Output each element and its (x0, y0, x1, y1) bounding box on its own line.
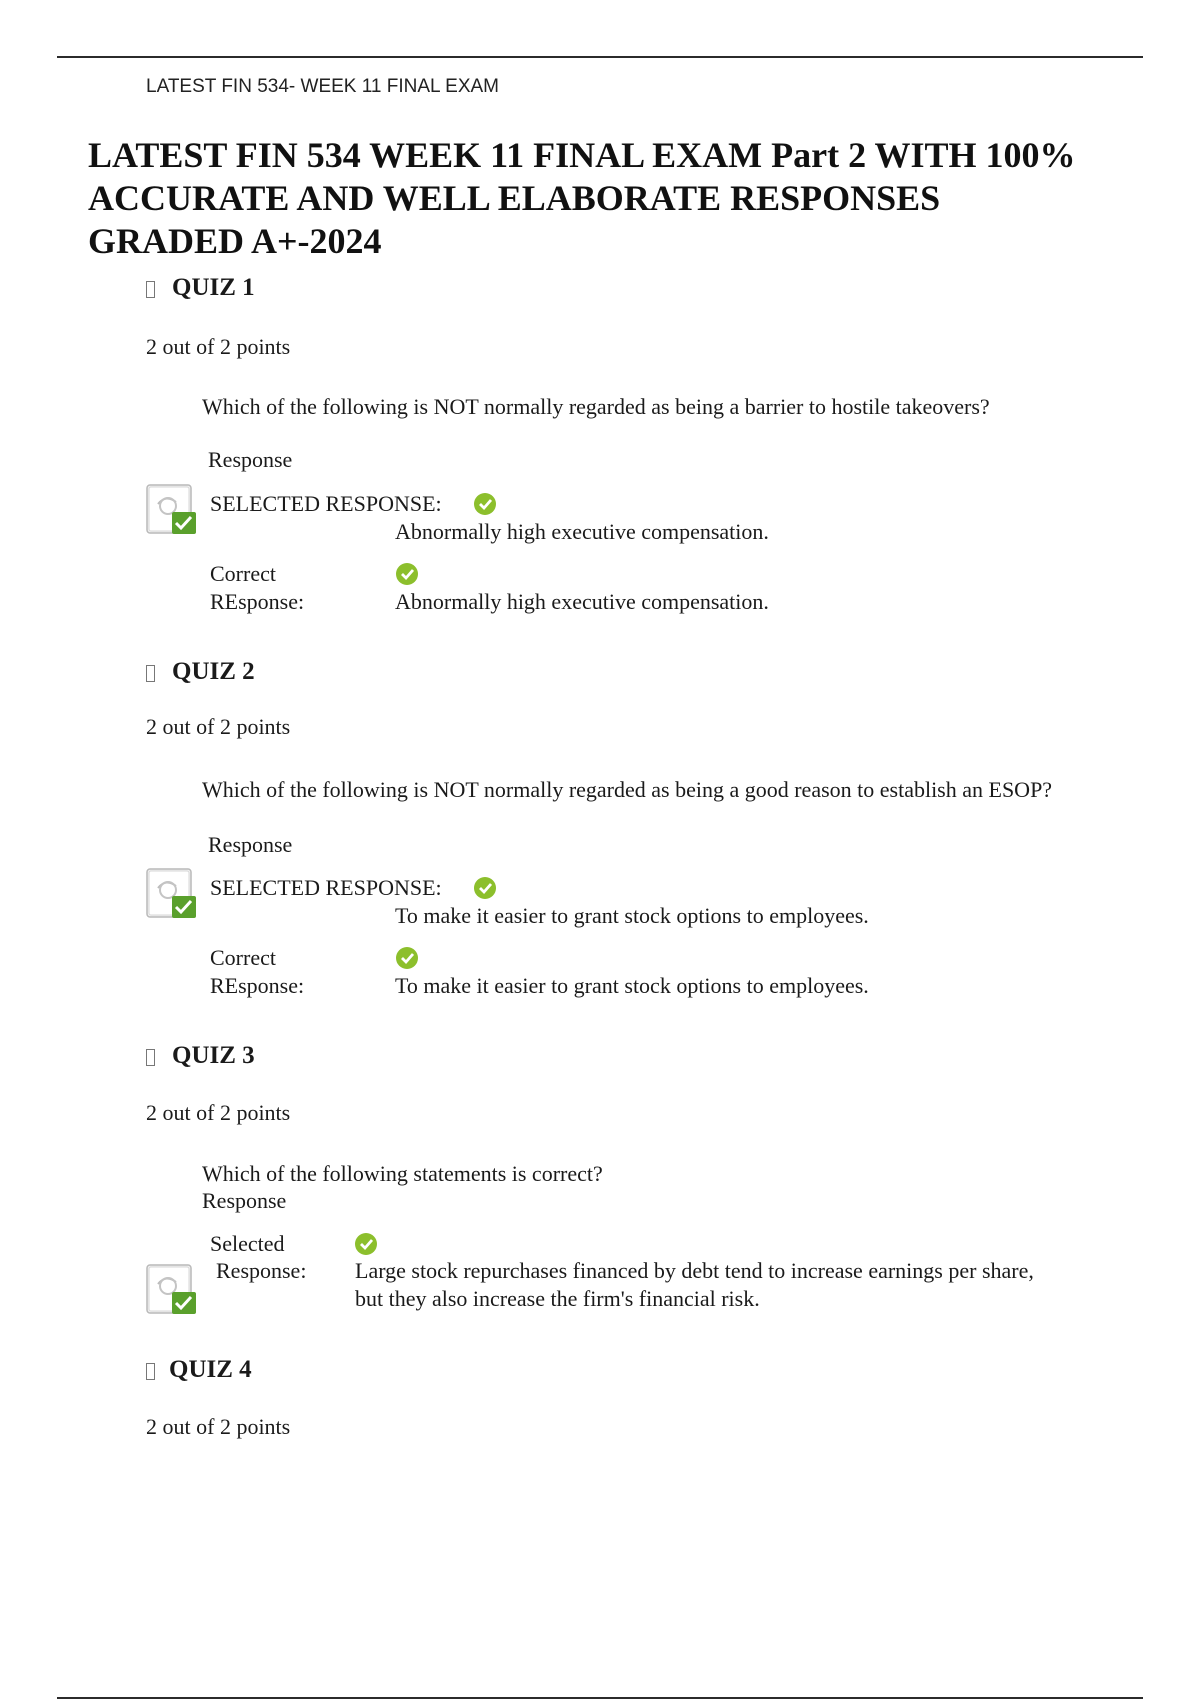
title-line-2: ACCURATE AND WELL ELABORATE RESPONSES (88, 178, 941, 218)
top-rule (57, 56, 1143, 58)
title-line-1: LATEST FIN 534 WEEK 11 FINAL EXAM Part 2 WITH 100% (88, 135, 1076, 175)
graded-document-icon (146, 484, 198, 536)
selected-answer: To make it easier to grant stock options to employees. (395, 903, 869, 928)
quiz-heading-label: QUIZ 1 (172, 274, 255, 301)
check-circle-icon (396, 947, 418, 969)
question-text: Which of the following is NOT normally regarded as being a good reason to establish an ESOP? (202, 777, 1053, 802)
correct-answer: Abnormally high executive compensation. (395, 589, 769, 614)
quiz-heading-label: QUIZ 4 (169, 1356, 252, 1383)
quiz-heading (146, 1042, 255, 1070)
title-line-3: GRADED A+-2024 (88, 221, 382, 261)
checkbox-bullet-icon (146, 1363, 155, 1380)
quiz-heading (146, 658, 255, 686)
check-circle-icon (355, 1233, 377, 1255)
document-title (88, 134, 1148, 263)
response-label: Response (202, 1188, 287, 1213)
selected-response-label: Response: (216, 1258, 307, 1283)
points-label: 2 out of 2 points (146, 334, 291, 359)
selected-response-label: SELECTED RESPONSE: (210, 491, 442, 516)
selected-answer: Large stock repurchases financed by debt tend to increase earnings per share, but they also increase the firm's financial risk. (355, 1258, 1034, 1311)
response-label: Response (208, 447, 293, 472)
check-circle-icon (474, 493, 496, 515)
question-text: Which of the following statements is correct? (202, 1161, 603, 1186)
check-circle-icon (396, 563, 418, 585)
correct-answer: To make it easier to grant stock options to employees. (395, 973, 869, 998)
selected-response-label: SELECTED RESPONSE: (210, 875, 442, 900)
check-circle-icon (474, 877, 496, 899)
bottom-rule (57, 1697, 1143, 1699)
question-text: Which of the following is NOT normally regarded as being a barrier to hostile takeovers? (202, 394, 990, 419)
quiz-heading (146, 274, 255, 302)
selected-answer: Abnormally high executive compensation. (395, 519, 769, 544)
correct-label: Correct (210, 561, 276, 586)
selected-label: Selected (210, 1231, 285, 1256)
graded-document-icon (146, 1264, 198, 1316)
correct-response-label: REsponse: (210, 973, 305, 998)
checkbox-bullet-icon (146, 665, 155, 682)
running-header: LATEST FIN 534- WEEK 11 FINAL EXAM (146, 76, 500, 97)
correct-label: Correct (210, 945, 276, 970)
quiz-heading-label: QUIZ 3 (172, 1042, 255, 1069)
points-label: 2 out of 2 points (146, 1100, 291, 1125)
checkbox-bullet-icon (146, 1049, 155, 1066)
graded-document-icon (146, 868, 198, 920)
points-label: 2 out of 2 points (146, 1414, 291, 1439)
checkbox-bullet-icon (146, 281, 155, 298)
quiz-heading-label: QUIZ 2 (172, 658, 255, 685)
quiz-heading (146, 1356, 252, 1384)
correct-response-label: REsponse: (210, 589, 305, 614)
points-label: 2 out of 2 points (146, 714, 291, 739)
response-label: Response (208, 832, 293, 857)
